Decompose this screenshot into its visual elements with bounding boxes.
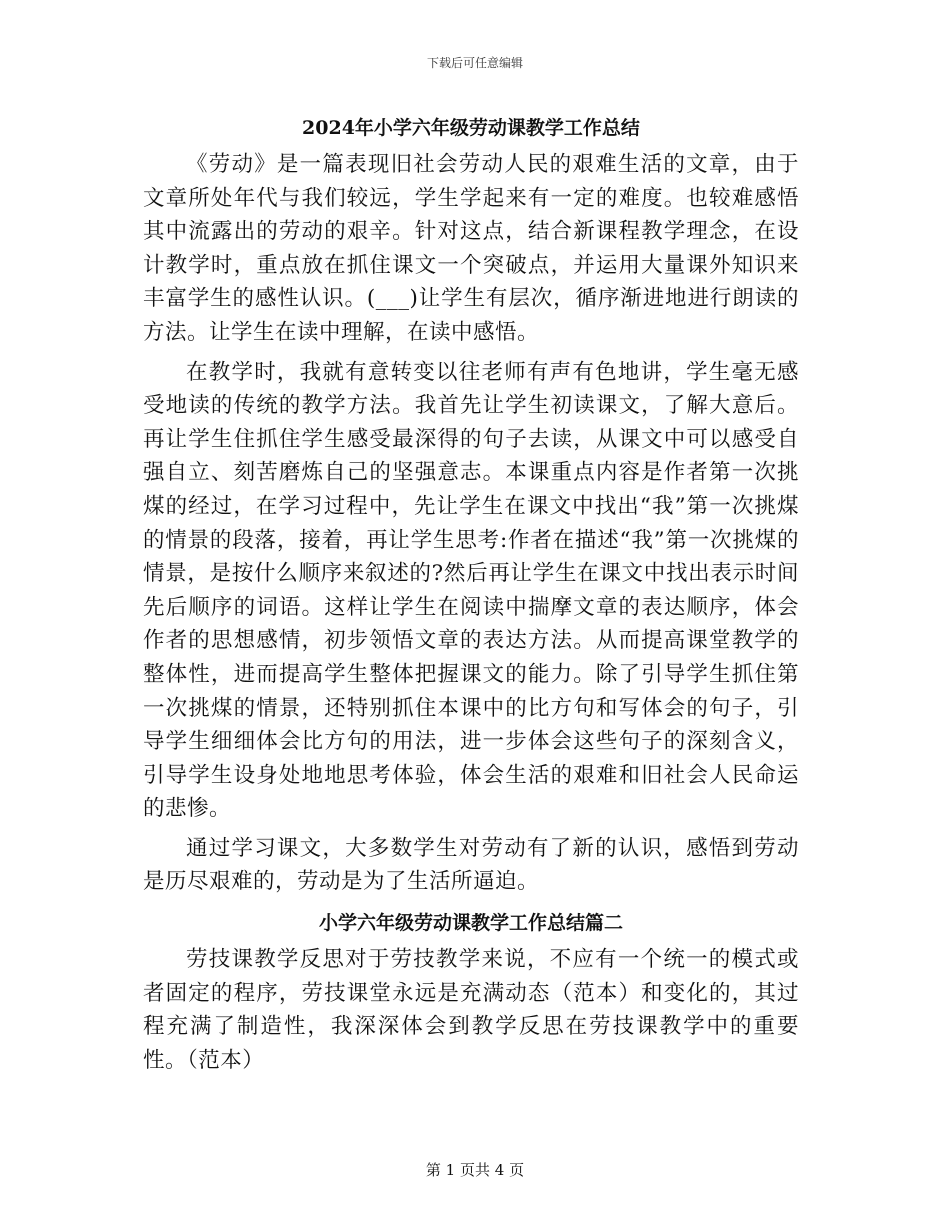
section-title: 小学六年级劳动课教学工作总结篇二	[318, 912, 623, 935]
paragraph: 《劳动》是一篇表现旧社会劳动人民的艰难生活的文章，由于文章所处年代与我们较远，学生学起来有一定的难度。也较难感悟其中流露出的劳动的艰辛。针对这点，结合新课程教学理念，在设计教学时，重点放在抓住课文一个突破点，并运用大量课外知识来丰富学生的感性认识。(___)让学生有层次，循序渐进地进行朗读的方法。让学生在读中理解，在读中感悟。	[143, 152, 799, 345]
paragraph: 在教学时，我就有意转变以往老师有声有色地讲，学生毫无感受地读的传统的教学方法。我首先让学生初读课文，了解大意后。再让学生住抓住学生感受最深得的句子去读，从课文中可以感受自强自立、刻苦磨炼自己的坚强意志。本课重点内容是作者第一次挑煤的经过，在学习过程中，先让学生在课文中找出“我”第一次挑煤的情景的段落，接着，再让学生思考:作者在描述“我”第一次挑煤的情景，是按什么顺序来叙述的?然后再让学生在课文中找出表示时间先后顺序的词语。这样让学生在阅读中揣摩文章的表达顺序，体会作者的思想感情，初步领悟文章的表达方法。从而提高课堂教学的整体性，进而提高学生整体把握课文的能力。除了引导学生抓住第一次挑煤的情景，还特别抓住本课中的比方句和写体会的句子，引导学生细细体会比方句的用法，进一步体会这些句子的深刻含义，引导学生设身处地地思考体验，体会生活的艰难和旧社会人民命运的悲惨。	[143, 359, 799, 822]
document-body	[143, 110, 799, 1083]
paragraph: 劳技课教学反思对于劳技教学来说，不应有一个统一的模式或者固定的程序，劳技课堂永远是充满动态（范本）和变化的，其过程充满了制造性，我深深体会到教学反思在劳技课教学中的重要性。（范本）	[143, 947, 799, 1073]
page-footer: 第 1 页共 4 页	[425, 1161, 525, 1179]
document-title: 2024年小学六年级劳动课教学工作总结	[302, 117, 640, 139]
header-note: 下载后可任意编辑	[426, 56, 523, 70]
paragraph: 通过学习课文，大多数学生对劳动有了新的认识，感悟到劳动是历尽艰难的，劳动是为了生活所逼迫。	[143, 835, 799, 895]
